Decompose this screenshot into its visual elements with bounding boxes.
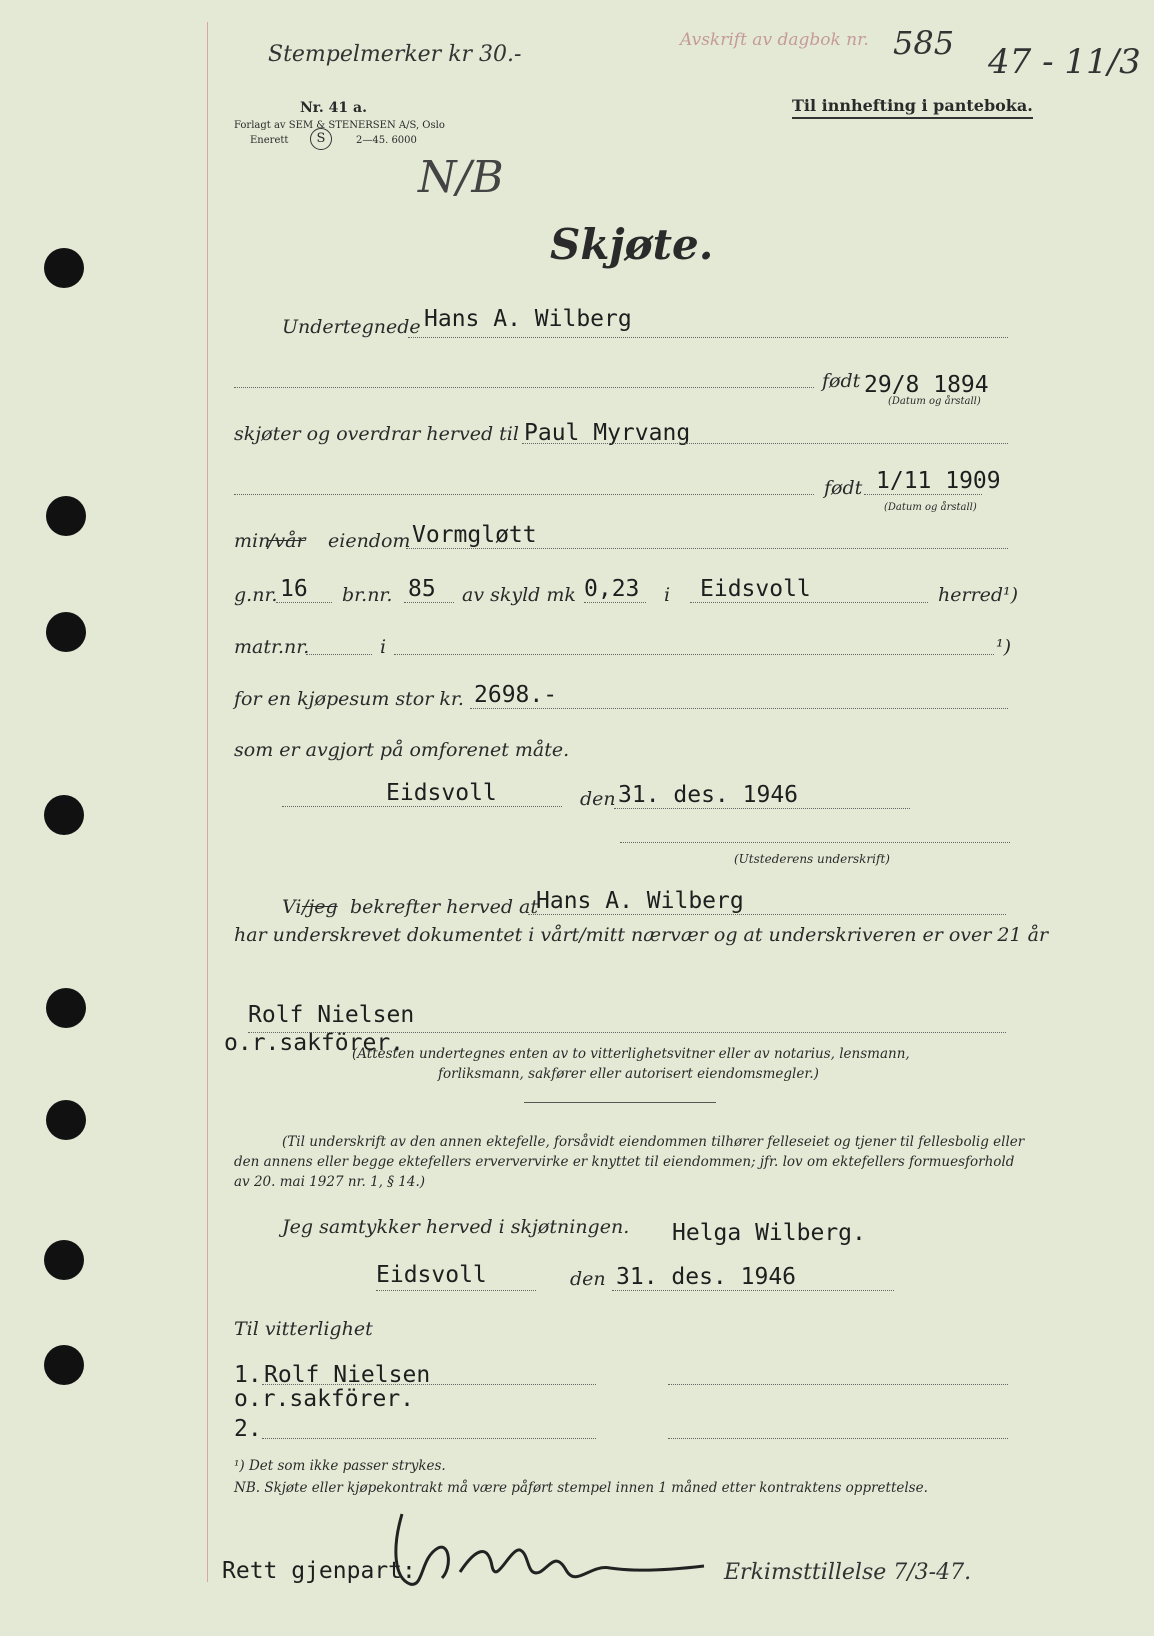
gnr-label: g.nr. xyxy=(234,584,278,606)
attest-note-2: forliksmann, sakfører eller autorisert eiendomsmegler.) xyxy=(438,1066,819,1082)
spouse-note-3: av 20. mai 1927 nr. 1, § 14.) xyxy=(234,1174,426,1190)
punch-hole xyxy=(46,496,86,536)
property-label-prefix: min xyxy=(234,530,271,552)
price-amount: 2698.- xyxy=(474,682,558,708)
matr-i-label: i xyxy=(380,636,387,658)
buyer-birthdate: 1/11 1909 xyxy=(876,468,1001,494)
publisher-logo: S xyxy=(310,128,332,150)
witness-line2: har underskrevet dokumentet i vårt/mitt nærvær og at underskriveren er over 21 år xyxy=(234,924,1049,946)
consent-date: 31. des. 1946 xyxy=(616,1264,797,1290)
seller-label: Undertegnede xyxy=(282,316,421,338)
buyer-name: Paul Myrvang xyxy=(524,420,691,446)
agreed-text: som er avgjort på omforenet måte. xyxy=(234,739,570,761)
punch-hole xyxy=(44,248,84,288)
spouse-note-1: (Til underskrift av den annen ektefelle, forsåvidt eiendommen tilhører felleseiet og tjener til fellesbolig eller xyxy=(282,1134,1025,1150)
witness-title: o.r.sakförer. xyxy=(224,1030,405,1056)
consent-den-label: den xyxy=(570,1268,606,1290)
footer-right-note: Erkimsttillelse 7/3-47. xyxy=(724,1560,972,1585)
skyld-value: 0,23 xyxy=(584,576,640,602)
skyld-label: av skyld mk xyxy=(462,584,576,606)
seller-name: Hans A. Wilberg xyxy=(424,306,632,332)
gnr-value: 16 xyxy=(280,576,308,602)
stamp-duty-note: Stempelmerker kr 30.- xyxy=(268,42,522,67)
handwritten-ref: N/B xyxy=(418,152,504,203)
vitterlighet-label: Til vitterlighet xyxy=(234,1318,373,1340)
bnr-label: br.nr. xyxy=(342,584,393,606)
copy-signature xyxy=(380,1508,710,1598)
signing-date: 31. des. 1946 xyxy=(618,782,799,808)
witness-1-title: o.r.sakförer. xyxy=(234,1386,415,1412)
property-name: Vormgløtt xyxy=(412,522,537,548)
signing-place: Eidsvoll xyxy=(386,780,497,806)
transfer-label: skjøter og overdrar herved til xyxy=(234,423,519,445)
publisher-print: 2—45. 6000 xyxy=(356,135,417,146)
witness-signer: Hans A. Wilberg xyxy=(536,888,744,914)
binding-note: Til innhefting i panteboka. xyxy=(792,96,1033,119)
seller-born-label: født xyxy=(822,370,861,392)
form-number: Nr. 41 a. xyxy=(300,100,367,116)
witness-struck: /jeg xyxy=(302,896,338,918)
price-label: for en kjøpesum stor kr. xyxy=(234,688,464,710)
date-hint-2: (Datum og årstall) xyxy=(884,502,977,513)
consent-text: Jeg samtykker herved i skjøtningen. xyxy=(282,1216,630,1238)
herred-label: herred¹) xyxy=(938,584,1019,606)
witness-confirm-text: bekrefter herved at xyxy=(350,896,538,918)
property-label-suffix: eiendom xyxy=(328,530,411,552)
consent-place: Eidsvoll xyxy=(376,1262,487,1288)
copy-label: Rett gjenpart: xyxy=(222,1558,416,1584)
margin-line xyxy=(207,22,208,1582)
publisher-enerett: Enerett xyxy=(250,135,289,146)
attest-note-1: (Attesten undertegnes enten av to vitterlighetsvitner eller av notarius, lensmann, xyxy=(352,1046,910,1062)
registry-stamp: Avskrift av dagbok nr. xyxy=(680,30,869,50)
witness-2-number: 2. xyxy=(234,1416,262,1442)
document-title: Skjøte. xyxy=(550,220,714,269)
date-hint: (Datum og årstall) xyxy=(888,396,981,407)
herred-i-label: i xyxy=(664,584,671,606)
witness-1-number: 1. xyxy=(234,1362,262,1388)
footnote-2: NB. Skjøte eller kjøpekontrakt må være påført stempel innen 1 måned etter kontraktens opprettelse. xyxy=(234,1480,928,1496)
punch-hole xyxy=(44,1240,84,1280)
property-label-struck: /vår xyxy=(268,530,306,552)
bnr-value: 85 xyxy=(408,576,436,602)
matr-label: matr.nr. xyxy=(234,636,310,658)
punch-hole xyxy=(46,612,86,652)
punch-hole xyxy=(46,988,86,1028)
publisher-line: Forlagt av SEM & STENERSEN A/S, Oslo xyxy=(234,120,445,131)
signing-den-label: den xyxy=(580,788,616,810)
spouse-note-2: den annens eller begge ektefellers erververvirke er knyttet til eiendommen; jfr. lov om ektefellers formuesforhold xyxy=(234,1154,1015,1170)
journal-number: 585 xyxy=(893,24,955,62)
punch-hole xyxy=(44,1345,84,1385)
seller-birthdate: 29/8 1894 xyxy=(864,372,989,398)
signature-hint: (Utstederens underskrift) xyxy=(734,852,890,866)
witness-name: Rolf Nielsen xyxy=(248,1002,415,1028)
punch-hole xyxy=(44,795,84,835)
footnote-1: ¹) Det som ikke passer strykes. xyxy=(234,1458,446,1474)
journal-date: 47 - 11/3 xyxy=(988,42,1141,82)
herred-value: Eidsvoll xyxy=(700,576,811,602)
buyer-born-label: født xyxy=(824,477,863,499)
punch-hole xyxy=(46,1100,86,1140)
matr-footnote-mark: ¹) xyxy=(996,636,1012,658)
witness-prefix: Vi xyxy=(282,896,302,918)
consent-name: Helga Wilberg. xyxy=(672,1220,866,1246)
witness-1-name: Rolf Nielsen xyxy=(264,1362,431,1388)
